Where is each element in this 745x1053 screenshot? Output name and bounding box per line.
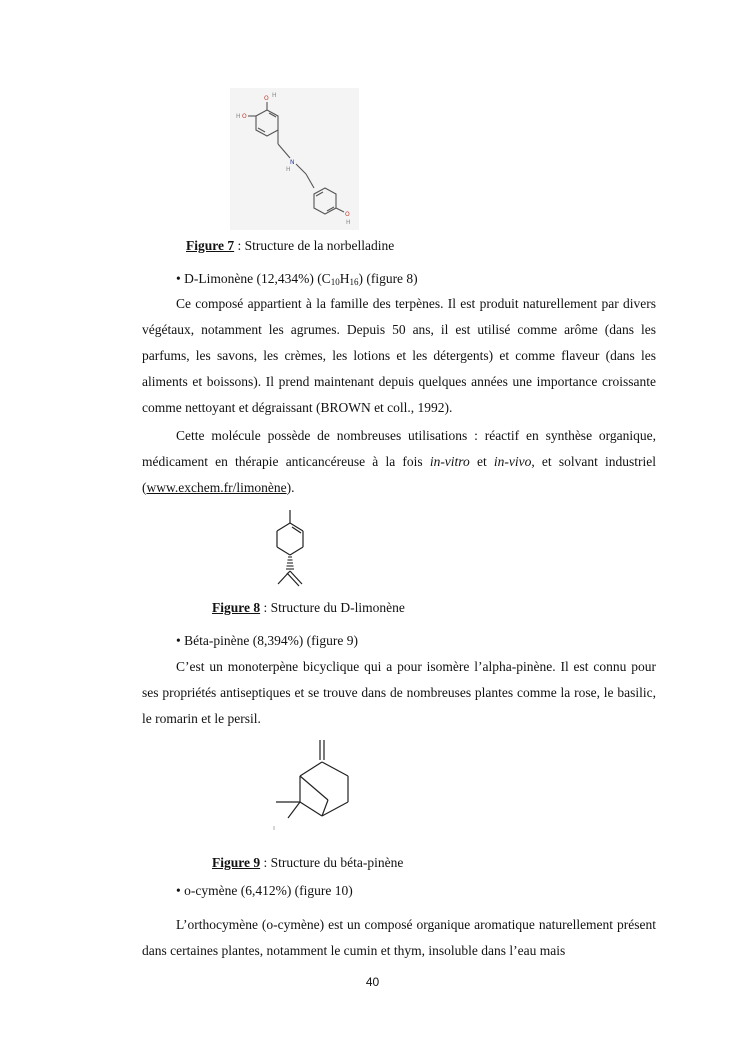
subscript: 10 (330, 277, 340, 287)
subscript: 16 (349, 277, 359, 287)
paragraph-text: Cette molécule possède de nombreuses utilisations : réactif en synthèse organique, médicament en thérapie anticancéreuse à la fois (142, 428, 656, 469)
figure-8-caption (212, 600, 405, 616)
paragraph-text: ). (286, 480, 295, 495)
figure-8-caption-text: : Structure du D-limonène (260, 600, 405, 615)
ocymene-bullet: • o-cymène (6,412%) (figure 10) (176, 883, 353, 898)
atom-label: H (272, 92, 277, 99)
betapinene-bullet: • Béta-pinène (8,394%) (figure 9) (176, 633, 359, 648)
bullet-text: • D-Limonène (12,434%) (C (176, 271, 331, 286)
ocymene-paragraph: L’orthocymène (o-cymène) est un composé organique aromatique naturellement présent dans certaines plantes, notamment le cumin et thym, insoluble dans l’eau mais (142, 917, 656, 958)
norbelladine-structure-image (230, 88, 359, 230)
paragraph-text: , et solvant industriel ( (142, 454, 657, 495)
atom-label: H (236, 113, 241, 120)
italic-term: in-vivo (493, 454, 532, 469)
limonene-paragraph-1: Ce composé appartient à la famille des terpènes. Il est produit naturellement par divers végétaux, notamment les agrumes. Depuis 50 ans, il est utilisé comme arôme (dans les parfums, les savons, les crèmes, les lotions et les détergents) et comme flaveur (dans les aliments et boissons). Il prend maintenant depuis quelques années une importance croissante comme nettoyant et dégraissant (BROWN et coll., 1992). (142, 296, 656, 415)
atom-label: H (346, 219, 351, 226)
limonene-paragraph-2 (142, 423, 656, 501)
atom-label: N (290, 159, 295, 166)
atom-label: O (264, 95, 269, 102)
atom-label: O (242, 113, 247, 120)
figure-7-caption (186, 238, 394, 254)
limonene-bullet (176, 271, 418, 287)
italic-term: in-vitro (429, 454, 470, 469)
atom-label: O (345, 211, 350, 218)
page-number: 40 (365, 975, 380, 989)
figure-7-label: Figure 7 (186, 238, 235, 253)
bullet-text: ) (figure 8) (358, 271, 418, 286)
figure-8-label: Figure 8 (212, 600, 261, 615)
figure-9-caption (212, 855, 403, 871)
bullet-text: H (339, 271, 350, 286)
exchem-link[interactable]: www.exchem.fr/limonène (146, 480, 287, 495)
betapinene-paragraph: C’est un monoterpène bicyclique qui a pour isomère l’alpha-pinène. Il est connu pour ses propriétés antiseptiques et se trouve dans de nombreuses plantes comme la rose, le basilic, le romarin et le persil. (142, 659, 656, 726)
betapinene-structure-image (270, 738, 352, 832)
figure-7-caption-text: : Structure de la norbelladine (234, 238, 395, 253)
atom-label: H (286, 166, 291, 173)
paragraph-text: et (469, 454, 494, 469)
figure-9-caption-text: : Structure du béta-pinène (260, 855, 404, 870)
limonene-structure-image (262, 507, 322, 589)
figure-9-label: Figure 9 (212, 855, 261, 870)
